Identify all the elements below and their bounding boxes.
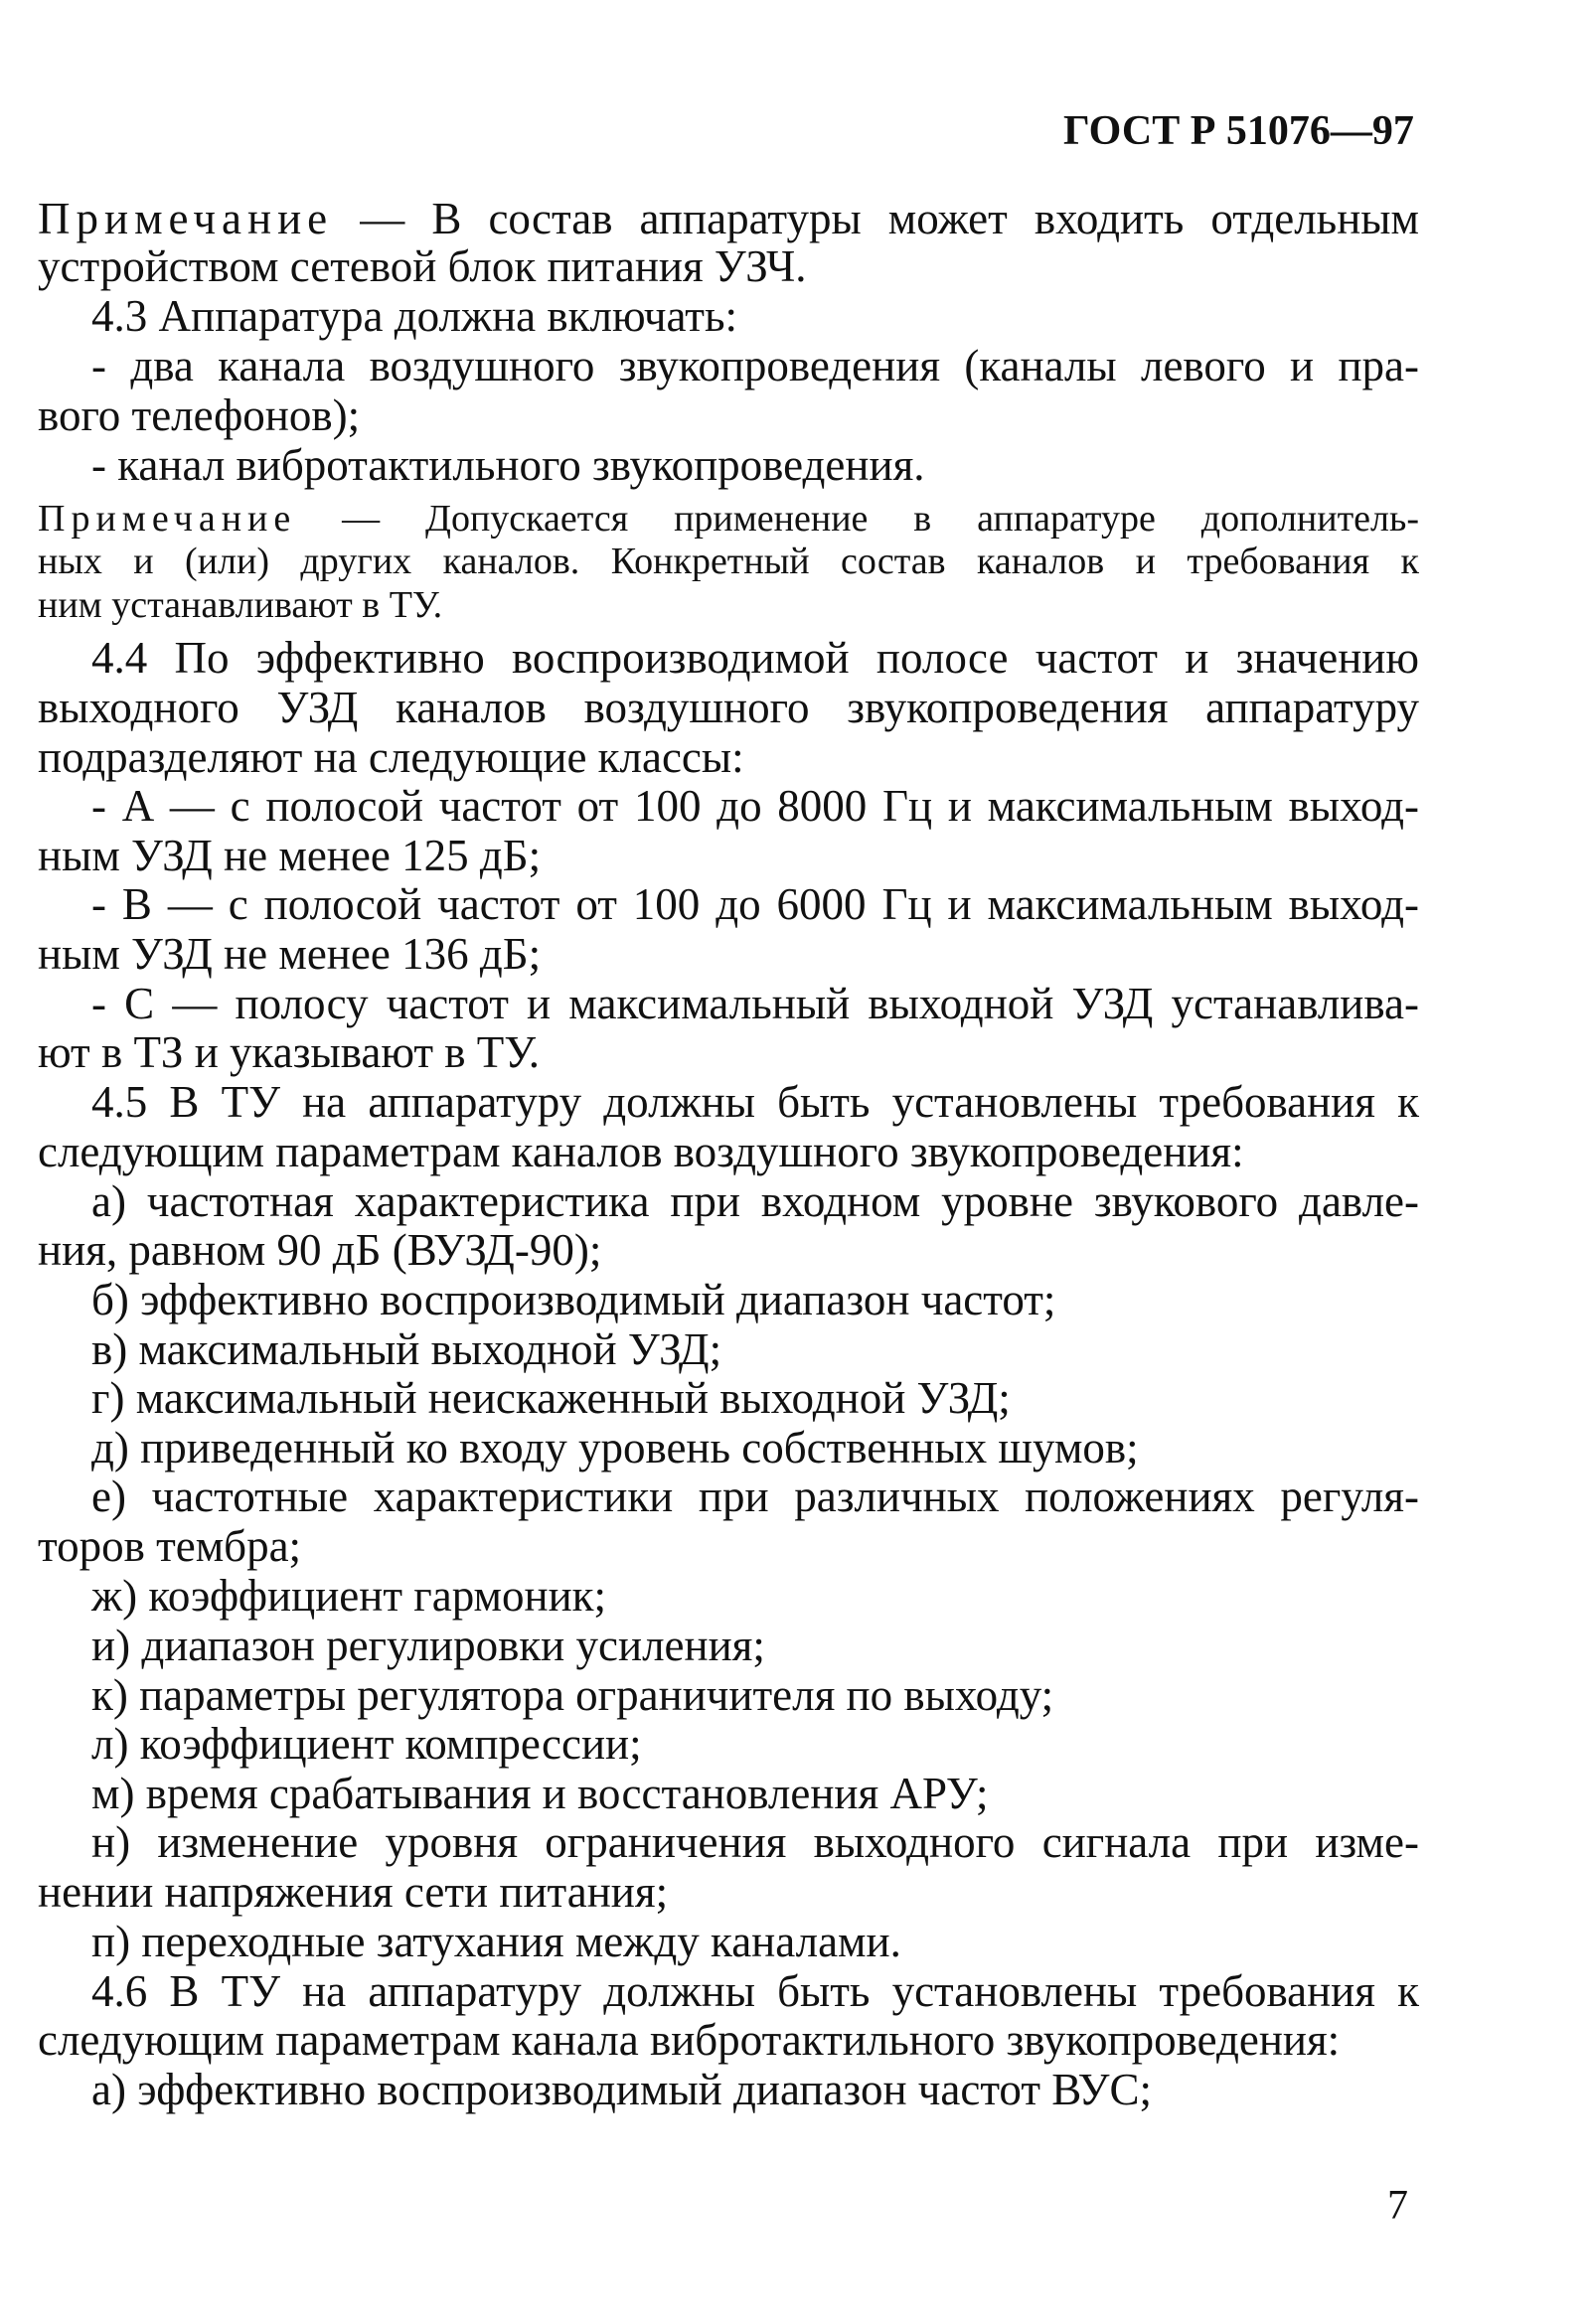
note-2-line-1: Примечание — Допускается применение в аппаратуре дополнитель- — [38, 498, 1419, 540]
item-zh: ж) коэффициент гармоник; — [91, 1571, 607, 1621]
section-4-5-line-1: 4.5 В ТУ на аппаратуру должны быть установлены требования к — [91, 1077, 1419, 1127]
section-4-4-line-2: выходного УЗД каналов воздушного звукопроведения аппаратуру — [38, 683, 1419, 732]
item-n-line-1: н) изменение уровня ограничения выходного сигнала при изме- — [91, 1817, 1419, 1867]
note-1-label: Примечание — [38, 194, 334, 243]
item-d: д) приведенный ко входу уровень собственных шумов; — [91, 1423, 1139, 1472]
class-c-line-2: ют в ТЗ и указывают в ТУ. — [38, 1027, 541, 1077]
item-g: г) максимальный неискаженный выходной УЗД; — [91, 1373, 1011, 1423]
section-4-4-line-1: 4.4 По эффективно воспроизводимой полосе частот и значению — [91, 633, 1419, 683]
doc-code-header: ГОСТ Р 51076—97 — [1063, 108, 1414, 154]
class-b-line-2: ным УЗД не менее 136 дБ; — [38, 929, 542, 979]
section-4-3-item-1-line-1: - два канала воздушного звукопроведения (каналы левого и пра- — [91, 341, 1419, 390]
item-k: к) параметры регулятора ограничителя по выходу; — [91, 1670, 1054, 1720]
class-a-line-1: - А — с полосой частот от 100 до 8000 Гц и максимальным выход- — [91, 781, 1419, 831]
note-2-label: Примечание — [38, 498, 297, 540]
item-i: и) диапазон регулировки усиления; — [91, 1621, 765, 1670]
item-a-line-1: а) частотная характеристика при входном уровне звукового давле- — [91, 1176, 1419, 1226]
class-c-line-1: - С — полосу частот и максимальный выходной УЗД устанавлива- — [91, 979, 1419, 1028]
page-number: 7 — [1387, 2183, 1408, 2229]
item-e-line-2: торов тембра; — [38, 1521, 302, 1571]
note-1-line-2: устройством сетевой блок питания УЗЧ. — [38, 241, 807, 291]
section-4-4-line-3: подразделяют на следующие классы: — [38, 732, 744, 782]
item-v: в) максимальный выходной УЗД; — [91, 1324, 722, 1374]
section-4-5-line-2: следующим параметрам каналов воздушного звукопроведения: — [38, 1127, 1244, 1176]
item-l: л) коэффициент компрессии; — [91, 1719, 642, 1769]
item-n-line-2: нении напряжения сети питания; — [38, 1867, 669, 1917]
section-4-6-line-2: следующим параметрам канала вибротактильного звукопроведения: — [38, 2015, 1341, 2065]
class-a-line-2: ным УЗД не менее 125 дБ; — [38, 831, 542, 880]
section-4-3-heading: 4.3 Аппаратура должна включать: — [91, 291, 737, 341]
item-b: б) эффективно воспроизводимый диапазон частот; — [91, 1275, 1056, 1324]
item-e-line-1: е) частотные характеристики при различных положениях регуля- — [91, 1472, 1419, 1521]
section-4-6-item-a: а) эффективно воспроизводимый диапазон частот ВУС; — [91, 2065, 1152, 2114]
note-1-line-1: Примечание — В состав аппаратуры может входить отдельным — [38, 194, 1419, 243]
section-4-3-item-1-line-2: вого телефонов); — [38, 390, 361, 440]
item-a-line-2: ния, равном 90 дБ (ВУЗД-90); — [38, 1225, 602, 1275]
class-b-line-1: - В — с полосой частот от 100 до 6000 Гц и максимальным выход- — [91, 879, 1419, 929]
section-4-6-line-1: 4.6 В ТУ на аппаратуру должны быть установлены требования к — [91, 1966, 1419, 2016]
item-p: п) переходные затухания между каналами. — [91, 1917, 901, 1966]
note-2-line-2: ных и (или) других каналов. Конкретный состав каналов и требования к — [38, 541, 1419, 582]
item-m: м) время срабатывания и восстановления АРУ; — [91, 1769, 989, 1818]
section-4-3-item-2: - канал вибротактильного звукопроведения. — [91, 440, 925, 490]
note-2-line-3: ним устанавливают в ТУ. — [38, 584, 443, 626]
